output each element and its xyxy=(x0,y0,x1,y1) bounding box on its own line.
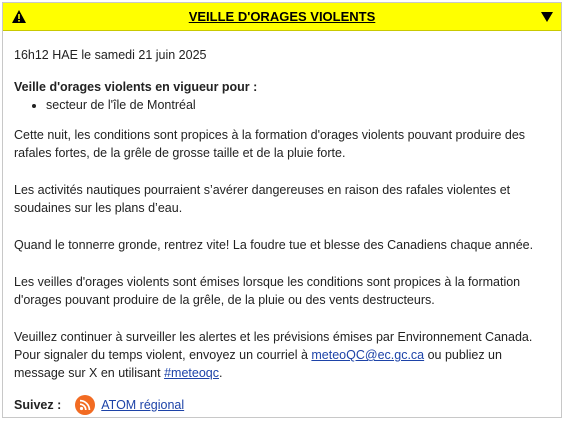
contact-text-3: . xyxy=(218,366,223,380)
region-list xyxy=(14,96,550,114)
weather-alert-panel xyxy=(2,2,562,418)
hashtag-link[interactable]: #meteoqc xyxy=(164,366,219,380)
issued-timestamp: 16h12 HAE le samedi 21 juin 2025 xyxy=(14,48,207,62)
contact-text-2: ou publiez un message sur X en utilisant xyxy=(14,348,502,380)
rss-icon[interactable] xyxy=(75,395,95,415)
follow-row xyxy=(14,395,550,415)
paragraph-thunder: Quand le tonnerre gronde, rentrez vite! La foudre tue et blesse des Canadiens chaque année. xyxy=(14,238,534,252)
email-link[interactable]: meteoQC@ec.gc.ca xyxy=(311,348,425,362)
atom-feed-link[interactable]: ATOM régional xyxy=(101,398,185,412)
paragraph-conditions: Cette nuit, les conditions sont propices à la formation d'orages violents pouvant produire des rafales fortes, de la grêle de grosse taille et de la pluie forte. xyxy=(14,128,526,160)
alert-body xyxy=(3,31,561,415)
contact-text-1: Veuillez continuer à surveiller les alertes et les prévisions émises par Environnement Canada. Pour signaler du temps violent, envoyez un courriel à xyxy=(14,330,533,362)
follow-label: Suivez : xyxy=(14,398,62,412)
paragraph-nautical: Les activités nautiques pourraient s’avérer dangereuses en raison des rafales violentes et soudaines sur les plans d’eau. xyxy=(14,183,511,215)
alert-title[interactable]: VEILLE D'ORAGES VIOLENTS xyxy=(188,9,376,24)
caret-down-icon[interactable] xyxy=(540,11,554,23)
paragraph-definition: Les veilles d'orages violents sont émises lorsque les conditions sont propices à la formation d'orages pouvant produire de la grêle, de la pluie ou des vents destructeurs. xyxy=(14,275,521,307)
list-item: • secteur de l'île de Montréal xyxy=(46,96,550,114)
in-effect-heading: Veille d'orages violents en vigueur pour : xyxy=(14,80,258,94)
alert-header[interactable] xyxy=(3,3,561,31)
paragraph-contact xyxy=(14,328,550,382)
